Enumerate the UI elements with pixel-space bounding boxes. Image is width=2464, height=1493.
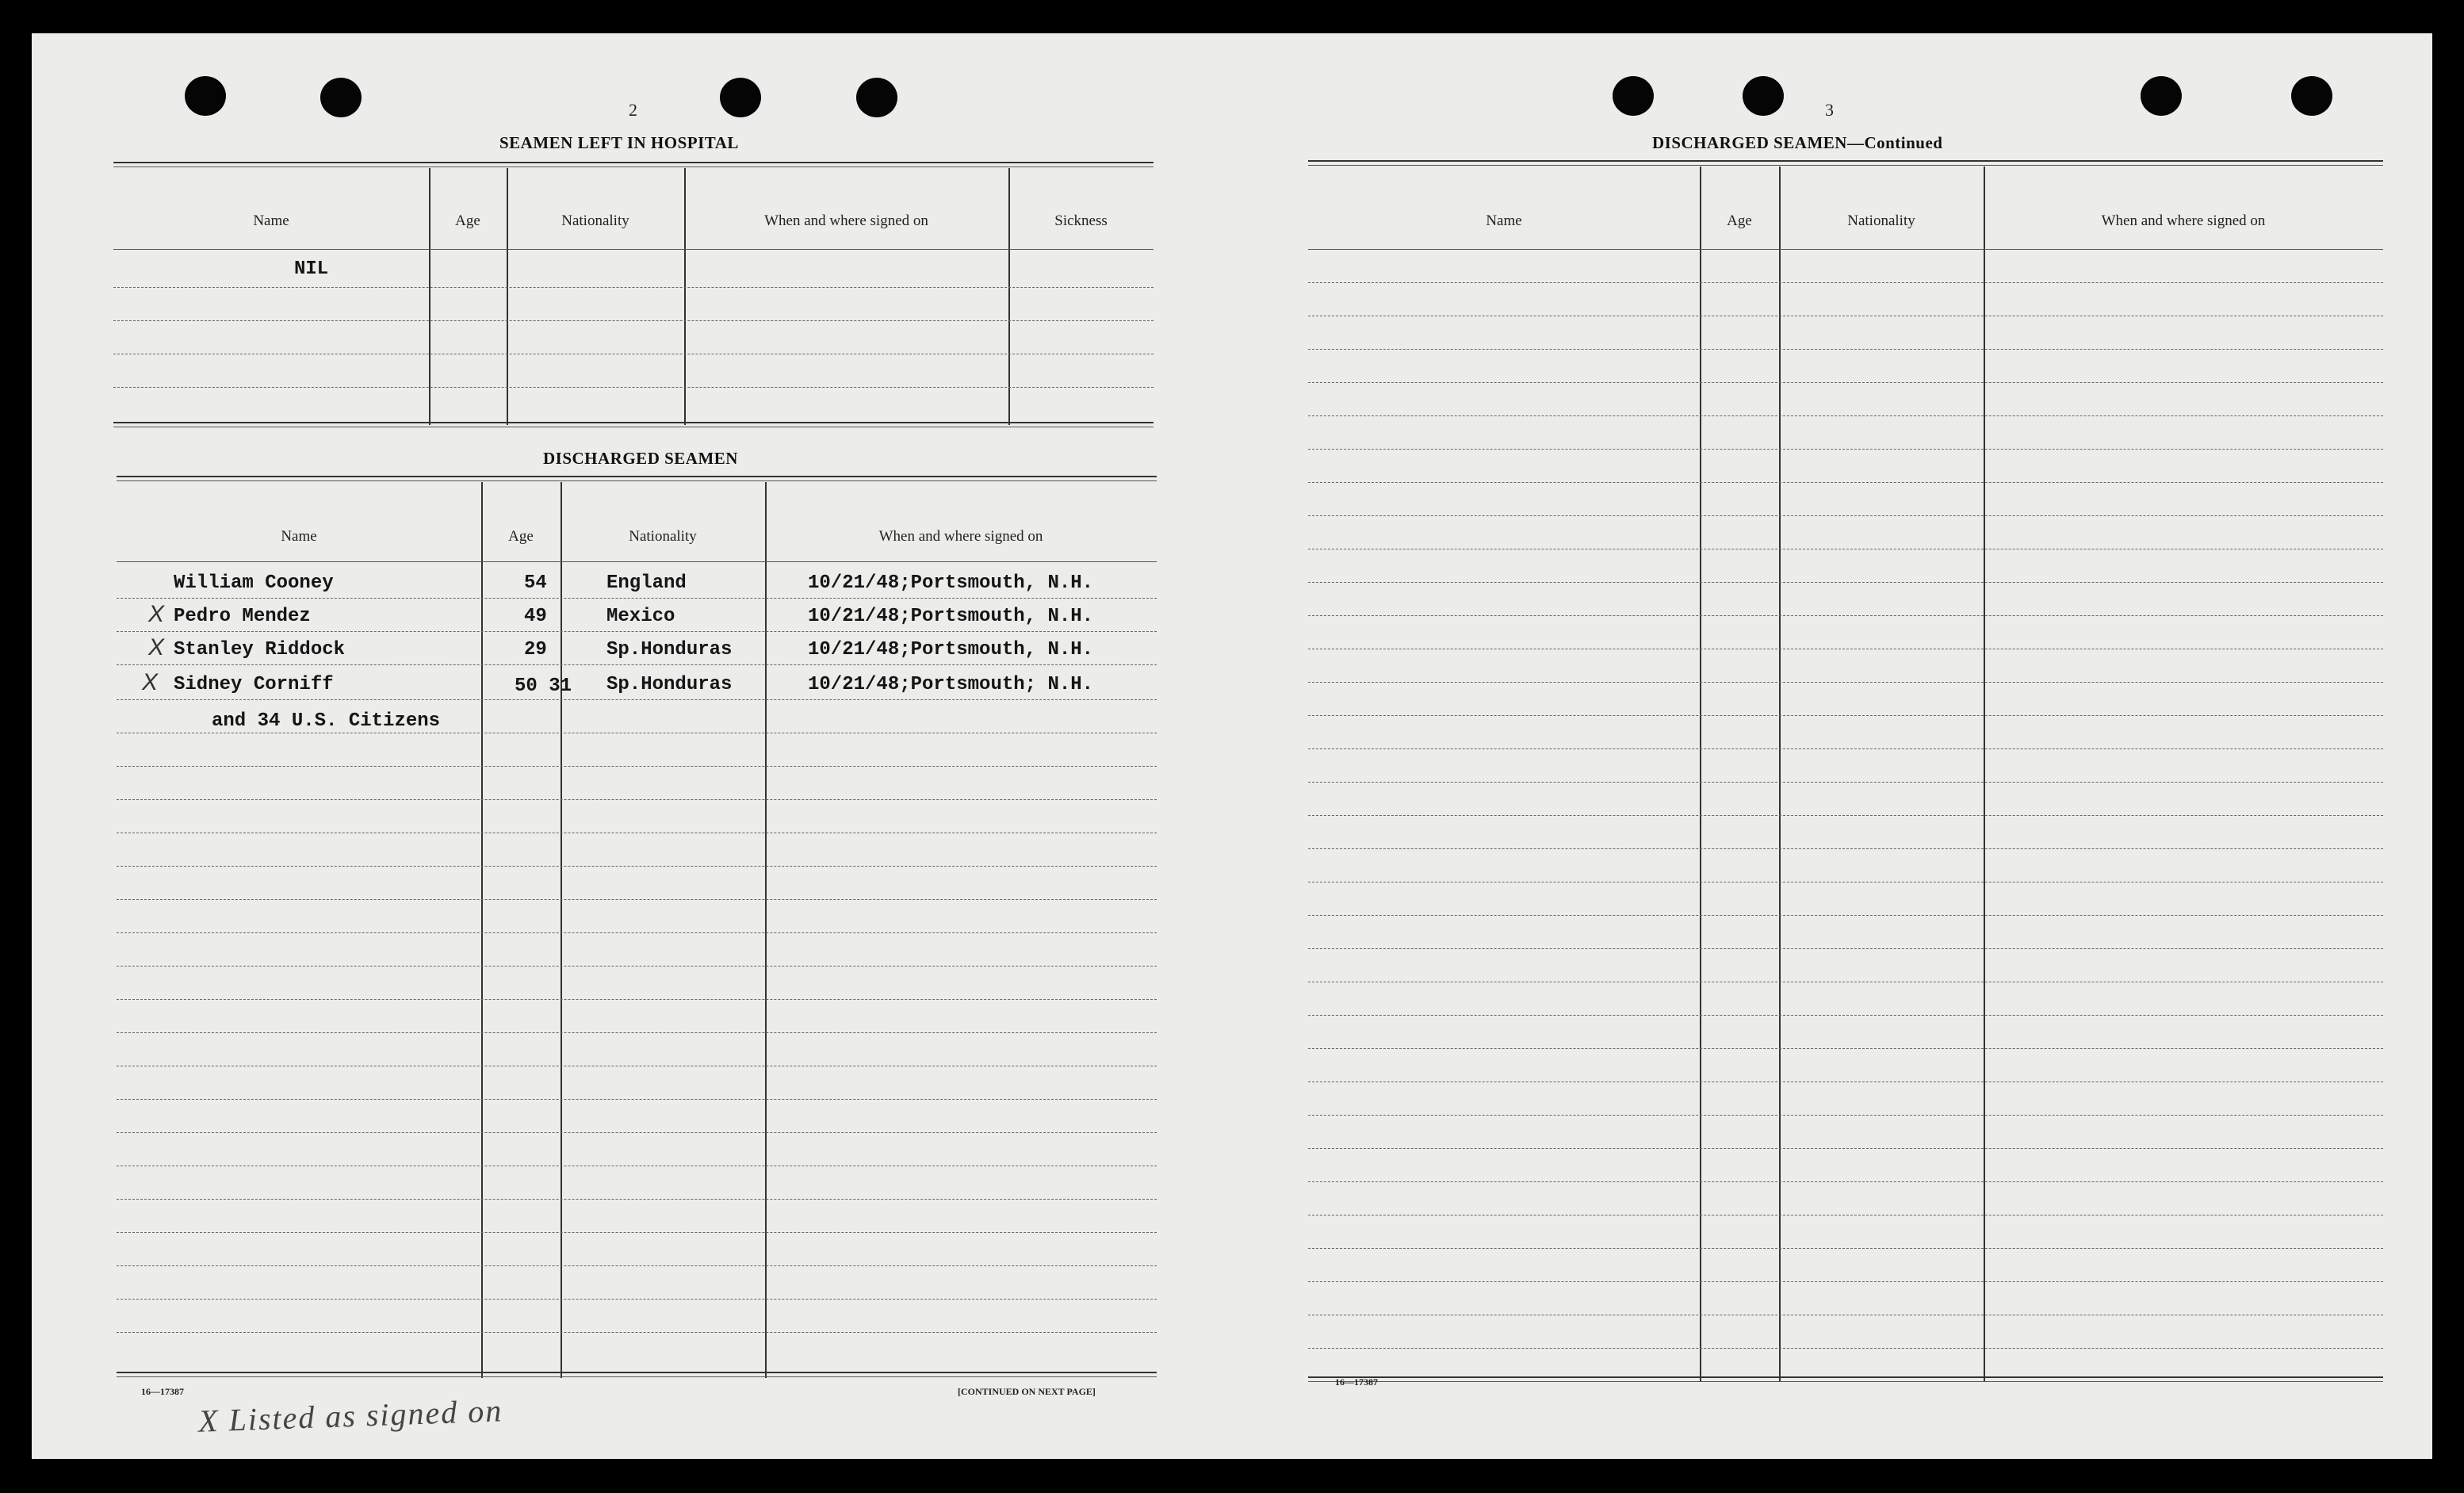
seaman-nationality: Sp.Honduras (606, 674, 733, 695)
col-age-header: Age (508, 528, 534, 545)
seaman-name: William Cooney (174, 572, 334, 594)
col-age-header: Age (455, 212, 480, 229)
punch-hole (856, 78, 897, 117)
punch-hole (1613, 76, 1654, 116)
page-number: 3 (1825, 100, 1834, 120)
check-mark: X (142, 669, 159, 695)
punch-hole (1743, 76, 1784, 116)
punch-hole (2141, 76, 2182, 116)
discharged-title: DISCHARGED SEAMEN (543, 449, 738, 468)
col-nationality-header: Nationality (1847, 212, 1915, 229)
title-main: DISCHARGED SEAMEN (1652, 133, 1847, 152)
seaman-nationality: Sp.Honduras (606, 639, 733, 660)
col-sickness-header: Sickness (1054, 212, 1108, 229)
col-signed-header: When and where signed on (764, 212, 928, 229)
punch-hole (2291, 76, 2332, 116)
punch-hole (185, 76, 226, 116)
check-mark: X (148, 634, 165, 660)
discharged-table (117, 476, 1157, 1411)
seaman-age: 54 (524, 572, 547, 594)
col-nationality-header: Nationality (561, 212, 629, 229)
us-citizens-note: and 34 U.S. Citizens (212, 710, 441, 732)
col-signed-header: When and where signed on (2101, 212, 2266, 229)
page-number: 2 (629, 100, 637, 120)
seaman-signed-on: 10/21/48;Portsmouth, N.H. (808, 606, 1094, 627)
seaman-age: 50 31 (515, 676, 572, 697)
seaman-name: Pedro Mendez (174, 606, 311, 627)
seaman-name: Stanley Riddock (174, 639, 346, 660)
punch-hole (720, 78, 761, 117)
seaman-nationality: England (606, 572, 687, 594)
seaman-signed-on: 10/21/48;Portsmouth; N.H. (808, 674, 1094, 695)
hospital-title: SEAMEN LEFT IN HOSPITAL (499, 133, 739, 152)
col-nationality-header: Nationality (629, 528, 697, 545)
punch-hole (320, 78, 362, 117)
discharged-continued-title (1652, 133, 1942, 153)
seaman-nationality: Mexico (606, 606, 675, 627)
hospital-entry: NIL (294, 258, 329, 280)
handwritten-note: X Listed as signed on (197, 1392, 503, 1439)
discharged-continued-table (1308, 160, 2383, 1413)
form-number: 16—17387 (141, 1386, 184, 1397)
continued-note: [CONTINUED ON NEXT PAGE] (958, 1386, 1096, 1397)
title-continued: —Continued (1846, 133, 1943, 152)
col-name-header: Name (281, 528, 317, 545)
col-name-header: Name (1486, 212, 1522, 229)
check-mark: X (148, 601, 165, 627)
form-number: 16—17387 (1335, 1376, 1378, 1388)
col-name-header: Name (253, 212, 289, 229)
col-signed-header: When and where signed on (878, 528, 1043, 545)
col-age-header: Age (1727, 212, 1752, 229)
seaman-signed-on: 10/21/48;Portsmouth, N.H. (808, 572, 1094, 594)
seaman-name: Sidney Corniff (174, 674, 334, 695)
seaman-age: 29 (524, 639, 547, 660)
seaman-signed-on: 10/21/48;Portsmouth, N.H. (808, 639, 1094, 660)
document-sheet (32, 33, 2432, 1459)
seaman-age: 49 (524, 606, 547, 627)
hospital-table (113, 162, 1154, 461)
